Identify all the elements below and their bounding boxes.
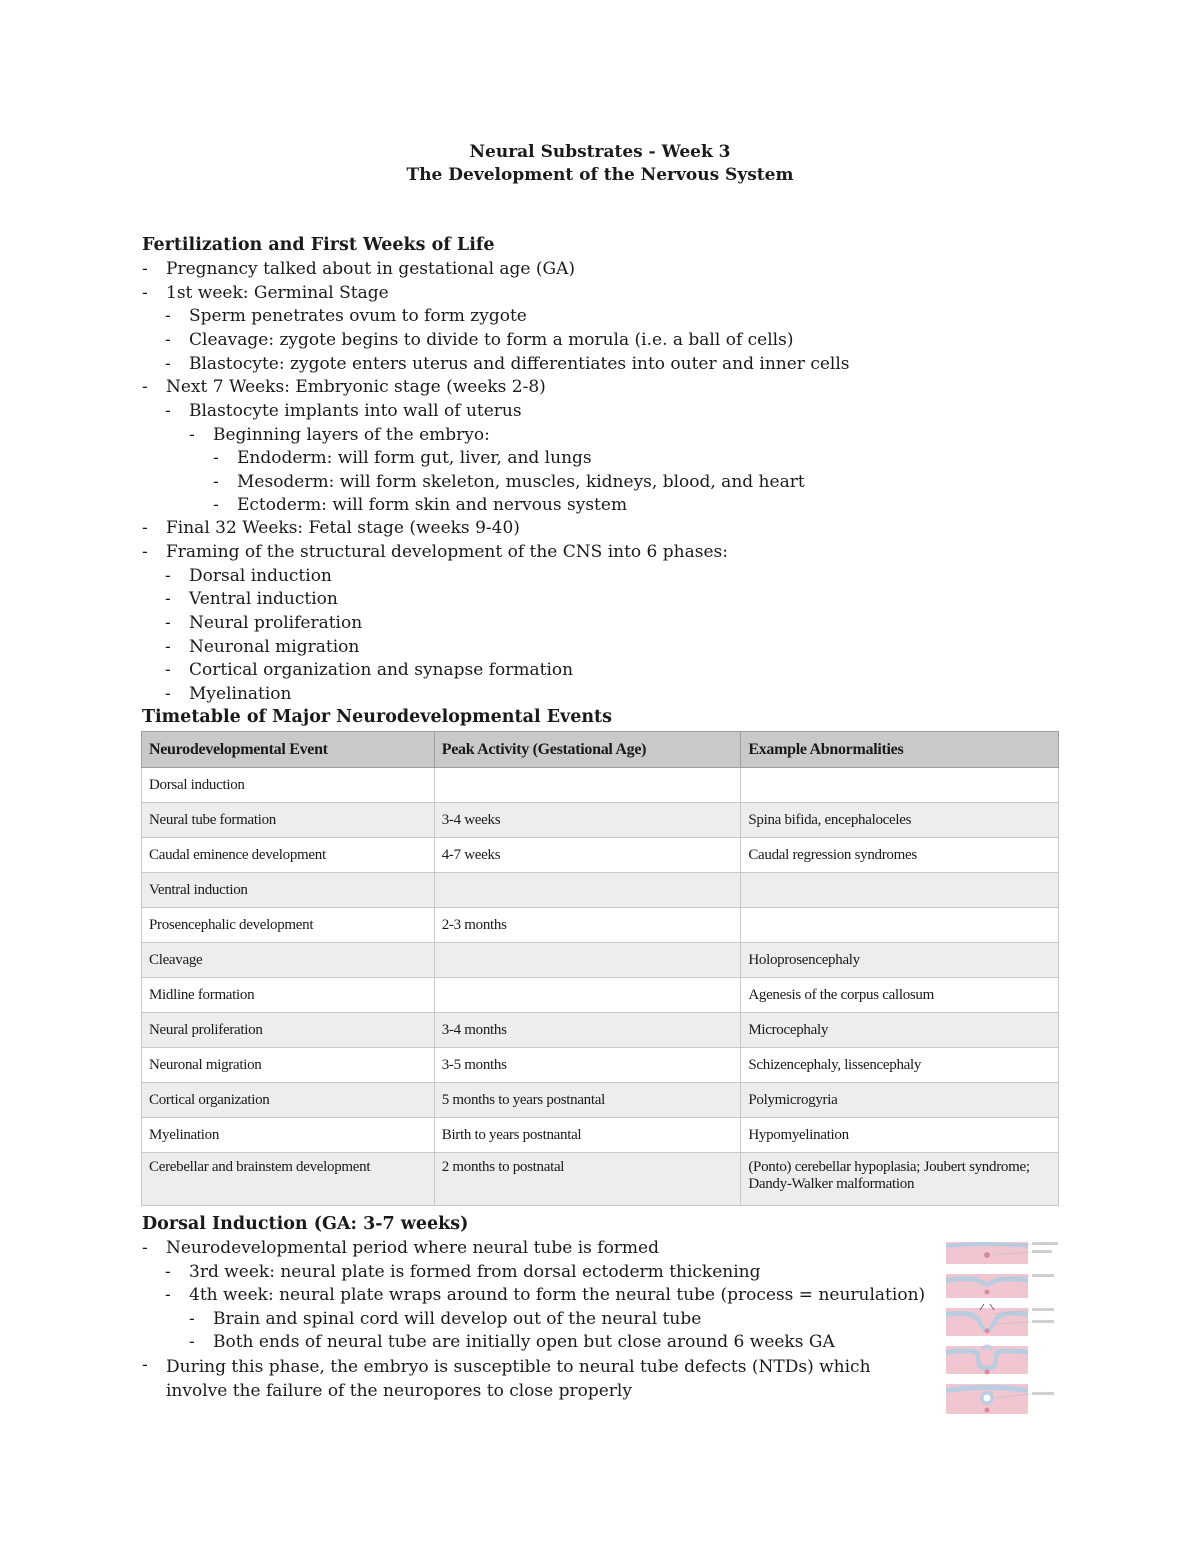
table-cell: Polymicrogyria: [741, 1083, 1059, 1118]
list-item: - Final 32 Weeks: Fetal stage (weeks 9-40): [142, 518, 520, 538]
table-cell: 2 months to postnatal: [434, 1153, 741, 1206]
table-cell: Ventral induction: [142, 873, 435, 908]
table-row: [142, 1013, 1059, 1048]
table-row: [142, 1048, 1059, 1083]
table-cell: Neural tube formation: [142, 803, 435, 838]
list-item: - Framing of the structural development of the CNS into 6 phases:: [142, 542, 728, 562]
table-cell: Neuronal migration: [142, 1048, 435, 1083]
table-cell: [434, 768, 741, 803]
list-item: - Neuronal migration: [165, 637, 360, 657]
list-item: - Pregnancy talked about in gestational age (GA): [142, 259, 576, 279]
table-cell: Hypomyelination: [741, 1118, 1059, 1153]
table-cell: 4-7 weeks: [434, 838, 741, 873]
list-item: - 3rd week: neural plate is formed from dorsal ectoderm thickening: [165, 1262, 761, 1282]
table-row: [142, 943, 1059, 978]
page-title: Neural Substrates - Week 3: [469, 142, 731, 162]
list-item: - Mesoderm: will form skeleton, muscles, kidneys, blood, and heart: [213, 472, 805, 492]
table-row: [142, 1083, 1059, 1118]
table-cell: Myelination: [142, 1118, 435, 1153]
column-header: Neurodevelopmental Event: [142, 732, 435, 768]
table-cell: Dorsal induction: [142, 768, 435, 803]
table-row: [142, 838, 1059, 873]
neurulation-stage-3: [946, 1304, 1054, 1336]
list-item: - Neurodevelopmental period where neural tube is formed: [142, 1238, 659, 1258]
table-row: [142, 1153, 1059, 1206]
neurulation-stage-2: [946, 1274, 1054, 1298]
list-item: - Endoderm: will form gut, liver, and lungs: [213, 448, 592, 468]
table-cell: [741, 768, 1059, 803]
table-cell: [434, 943, 741, 978]
table-cell: Midline formation: [142, 978, 435, 1013]
section-heading-timetable: Timetable of Major Neurodevelopmental Events: [142, 707, 612, 727]
table-cell: 3-4 weeks: [434, 803, 741, 838]
table-cell: [434, 978, 741, 1013]
list-item: - Sperm penetrates ovum to form zygote: [165, 306, 527, 326]
list-item: - Myelination: [165, 684, 292, 704]
table-cell: 5 months to years postnantal: [434, 1083, 741, 1118]
page-subtitle: The Development of the Nervous System: [406, 165, 794, 185]
table-cell: Spina bifida, encephaloceles: [741, 803, 1059, 838]
neurulation-stage-1: [946, 1242, 1058, 1264]
section-heading-fertilization: Fertilization and First Weeks of Life: [142, 235, 495, 255]
table-cell: Cleavage: [142, 943, 435, 978]
list-item: - Cortical organization and synapse formation: [165, 660, 574, 680]
section-heading-dorsal-induction: Dorsal Induction (GA: 3-7 weeks): [142, 1214, 469, 1234]
table-cell: 3-4 months: [434, 1013, 741, 1048]
table-cell: [741, 908, 1059, 943]
table-cell: Neural proliferation: [142, 1013, 435, 1048]
table-row: [142, 908, 1059, 943]
list-item: - Dorsal induction: [165, 566, 332, 586]
column-header: Example Abnormalities: [741, 732, 1059, 768]
list-item: - Blastocyte implants into wall of uterus: [165, 401, 522, 421]
table-row: [142, 803, 1059, 838]
list-item: - During this phase, the embryo is susceptible to neural tube defects (NTDs) which involve the failure of the neuropores to close properly: [142, 1355, 871, 1401]
table-cell: Agenesis of the corpus callosum: [741, 978, 1059, 1013]
neurulation-stage-4: [946, 1346, 1028, 1375]
table-cell: Cerebellar and brainstem development: [142, 1153, 435, 1206]
table-cell: (Ponto) cerebellar hypoplasia; Joubert syndrome; Dandy-Walker malformation: [741, 1153, 1059, 1206]
table-cell: [741, 873, 1059, 908]
table-cell: Cortical organization: [142, 1083, 435, 1118]
list-item: - 4th week: neural plate wraps around to form the neural tube (process = neurulation): [165, 1285, 926, 1305]
list-item: - Ventral induction: [165, 589, 338, 609]
list-item: - Ectoderm: will form skin and nervous system: [213, 495, 628, 515]
neurodevelopment-table: [141, 731, 1059, 1206]
list-item: - Both ends of neural tube are initially open but close around 6 weeks GA: [189, 1332, 835, 1352]
table-cell: 2-3 months: [434, 908, 741, 943]
table-cell: Caudal eminence development: [142, 838, 435, 873]
table-row: [142, 1118, 1059, 1153]
table-row: [142, 873, 1059, 908]
table-row: [142, 978, 1059, 1013]
table-cell: [434, 873, 741, 908]
table-cell: Caudal regression syndromes: [741, 838, 1059, 873]
list-item: - Brain and spinal cord will develop out of the neural tube: [189, 1309, 702, 1329]
neurulation-diagram: [944, 1238, 1062, 1416]
table-cell: Birth to years postnantal: [434, 1118, 741, 1153]
list-item: - 1st week: Germinal Stage: [142, 283, 389, 303]
table-cell: Prosencephalic development: [142, 908, 435, 943]
table-cell: Microcephaly: [741, 1013, 1059, 1048]
table-cell: 3-5 months: [434, 1048, 741, 1083]
list-item: - Beginning layers of the embryo:: [189, 425, 490, 445]
list-item: - Neural proliferation: [165, 613, 363, 633]
list-item: - Cleavage: zygote begins to divide to form a morula (i.e. a ball of cells): [165, 330, 794, 350]
table-header-row: [142, 732, 1059, 768]
table-cell: Holoprosencephaly: [741, 943, 1059, 978]
list-item: - Blastocyte: zygote enters uterus and differentiates into outer and inner cells: [165, 354, 850, 374]
table-cell: Schizencephaly, lissencephaly: [741, 1048, 1059, 1083]
neurulation-stage-5: [946, 1384, 1054, 1414]
list-item: - Next 7 Weeks: Embryonic stage (weeks 2-8): [142, 377, 546, 397]
table-row: [142, 768, 1059, 803]
column-header: Peak Activity (Gestational Age): [434, 732, 741, 768]
